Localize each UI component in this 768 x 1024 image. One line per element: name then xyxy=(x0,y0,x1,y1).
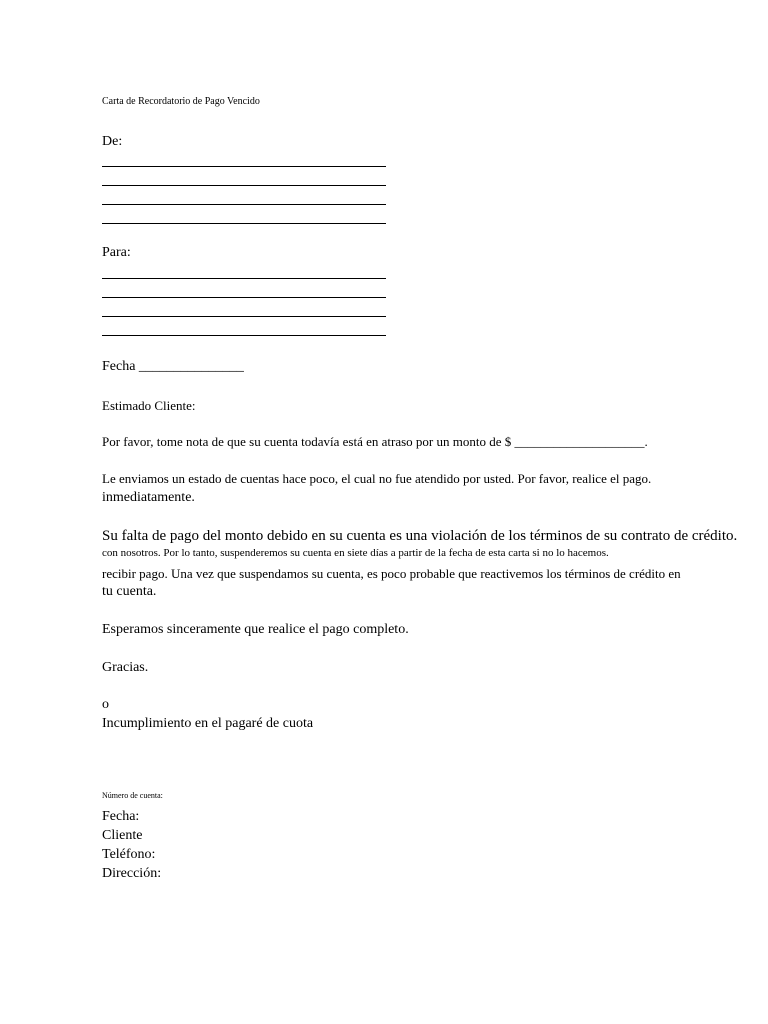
or-separator: o xyxy=(102,697,109,712)
statement-paragraph-line: inmediatamente. xyxy=(102,490,195,505)
from-blank-line-2 xyxy=(102,185,386,186)
field-telefono: Teléfono: xyxy=(102,847,156,862)
document-heading: Carta de Recordatorio de Pago Vencido xyxy=(102,96,260,107)
field-fecha: Fecha: xyxy=(102,809,140,824)
statement-paragraph-line: Le enviamos un estado de cuentas hace poco, el cual no fue atendido por usted. Por favor, realice el pago. xyxy=(102,471,652,486)
salutation: Estimado Cliente: xyxy=(102,398,196,413)
from-blank-line-3 xyxy=(102,204,386,205)
closing: Gracias. xyxy=(102,660,149,675)
to-blank-line-2 xyxy=(102,297,386,298)
hope-paragraph: Esperamos sinceramente que realice el pago completo. xyxy=(102,622,409,637)
from-label: De: xyxy=(102,134,123,149)
to-blank-line-1 xyxy=(102,278,386,279)
date-line: Fecha _______________ xyxy=(102,359,244,374)
amount-paragraph: Por favor, tome nota de que su cuenta todavía está en atraso por un monto de $ ____________________. xyxy=(102,434,648,449)
field-direccion: Dirección: xyxy=(102,866,162,881)
to-label: Para: xyxy=(102,245,131,260)
field-cliente: Cliente xyxy=(102,828,143,843)
from-blank-line-4 xyxy=(102,223,386,224)
violation-paragraph-line: recibir pago. Una vez que suspendamos su cuenta, es poco probable que reactivemos los términos de crédito en xyxy=(102,566,681,581)
violation-paragraph-line: tu cuenta. xyxy=(102,584,157,599)
to-blank-line-4 xyxy=(102,335,386,336)
to-blank-line-3 xyxy=(102,316,386,317)
violation-paragraph-line: con nosotros. Por lo tanto, suspenderemos su cuenta en siete días a partir de la fecha de esta carta si no lo hacemos. xyxy=(102,547,609,559)
account-number-label: Número de cuenta: xyxy=(102,791,163,800)
section2-title: Incumplimiento en el pagaré de cuota xyxy=(102,716,314,731)
from-blank-line-1 xyxy=(102,166,386,167)
violation-paragraph-line: Su falta de pago del monto debido en su cuenta es una violación de los términos de su contrato de crédito. xyxy=(102,528,738,544)
